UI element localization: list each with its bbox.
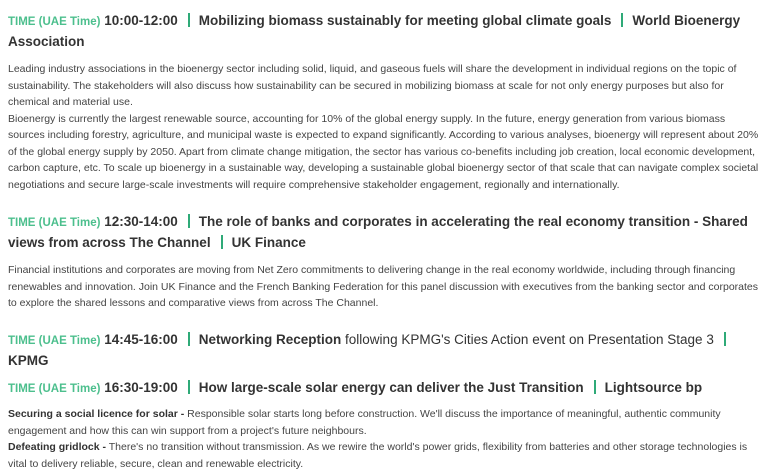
time-label: TIME (UAE Time) <box>8 16 101 28</box>
separator-bar <box>188 332 190 346</box>
event-title: How large-scale solar energy can deliver the Just Transition <box>198 380 584 395</box>
agenda-event <box>8 378 760 472</box>
agenda-event <box>8 212 760 312</box>
separator-bar <box>188 13 190 27</box>
event-header <box>8 378 760 399</box>
separator-bar <box>221 235 223 249</box>
event-organizer: UK Finance <box>231 235 306 250</box>
description-paragraph: Leading industry associations in the bioenergy sector including solid, liquid, and gaseous fuels will share the development in individual regions on the topic of sustainability. The stakeholders will also discuss how sustainability can be secured in mobilizing biomass at scale for not only energy purposes but also for chemical and material use. <box>8 63 737 108</box>
separator-bar <box>594 380 596 394</box>
item-heading: Securing a social licence for solar - <box>8 408 185 420</box>
description-item <box>8 406 760 439</box>
time-range: 12:30-14:00 <box>104 214 178 229</box>
event-title-rest: following KPMG's Cities Action event on Presentation Stage 3 <box>345 332 714 347</box>
event-header <box>8 11 760 52</box>
agenda-event <box>8 11 760 193</box>
item-text: There's no transition without transmission. As we rewire the world's power grids, flexibility from batteries and other storage technologies is vital to delivery reliable, secure, clean and renewable electricity. <box>8 441 748 470</box>
description-paragraph: Financial institutions and corporates are moving from Net Zero commitments to delivering change in the real economy worldwide, including through financing renewables and innovation. Join UK Finance and the French Banking Federation for this panel discussion with executives from the banking sector and corporates to explore the shared lessons and comparative views from across The Channel. <box>8 264 759 309</box>
event-title-bold: Networking Reception <box>198 332 342 347</box>
time-range: 14:45-16:00 <box>104 332 178 347</box>
separator-bar <box>188 214 190 228</box>
time-range: 16:30-19:00 <box>104 380 178 395</box>
time-label: TIME (UAE Time) <box>8 217 101 229</box>
event-title: The role of banks and corporates in accelerating the real economy transition - Shared views from across The Channel <box>8 214 748 250</box>
time-label: TIME (UAE Time) <box>8 335 101 347</box>
event-organizer: World Bioenergy Association <box>8 13 741 49</box>
item-heading: Defeating gridlock - <box>8 441 107 453</box>
separator-bar <box>621 13 623 27</box>
event-title: Mobilizing biomass sustainably for meeting global climate goals <box>198 13 612 28</box>
description-paragraph: Bioenergy is currently the largest renewable source, accounting for 10% of the global energy supply. In the future, energy generation from various biomass sources including forestry, agriculture, and municipal waste is expected to expand significantly. According to various analyses, bioenergy will represent about 20% of the global energy supply by 2050. Apart from climate change mitigation, the sector has various co-benefits including job creation, local economic development, carbon capture, etc. To scale up bioenergy in a sustainable way, developing a sustainable global bioenergy sector of that scale that can navigate complex societal negotiations and secure large-scale investments will require comprehensive stakeholder engagement, regionally and internationally. <box>8 112 759 191</box>
event-header <box>8 330 760 371</box>
separator-bar <box>188 380 190 394</box>
time-label: TIME (UAE Time) <box>8 383 101 395</box>
agenda-event <box>8 330 760 371</box>
item-text: Responsible solar starts long before construction. We'll discuss the importance of meaningful, authentic community engagement and how this can win support from a project's future neighbours. <box>8 408 721 437</box>
event-header <box>8 212 760 253</box>
event-description <box>8 262 760 312</box>
separator-bar <box>724 332 726 346</box>
event-organizer: Lightsource bp <box>604 380 703 395</box>
event-description <box>8 406 760 472</box>
description-item <box>8 439 760 472</box>
event-description <box>8 61 760 193</box>
time-range: 10:00-12:00 <box>104 13 178 28</box>
event-organizer: KPMG <box>8 353 49 368</box>
